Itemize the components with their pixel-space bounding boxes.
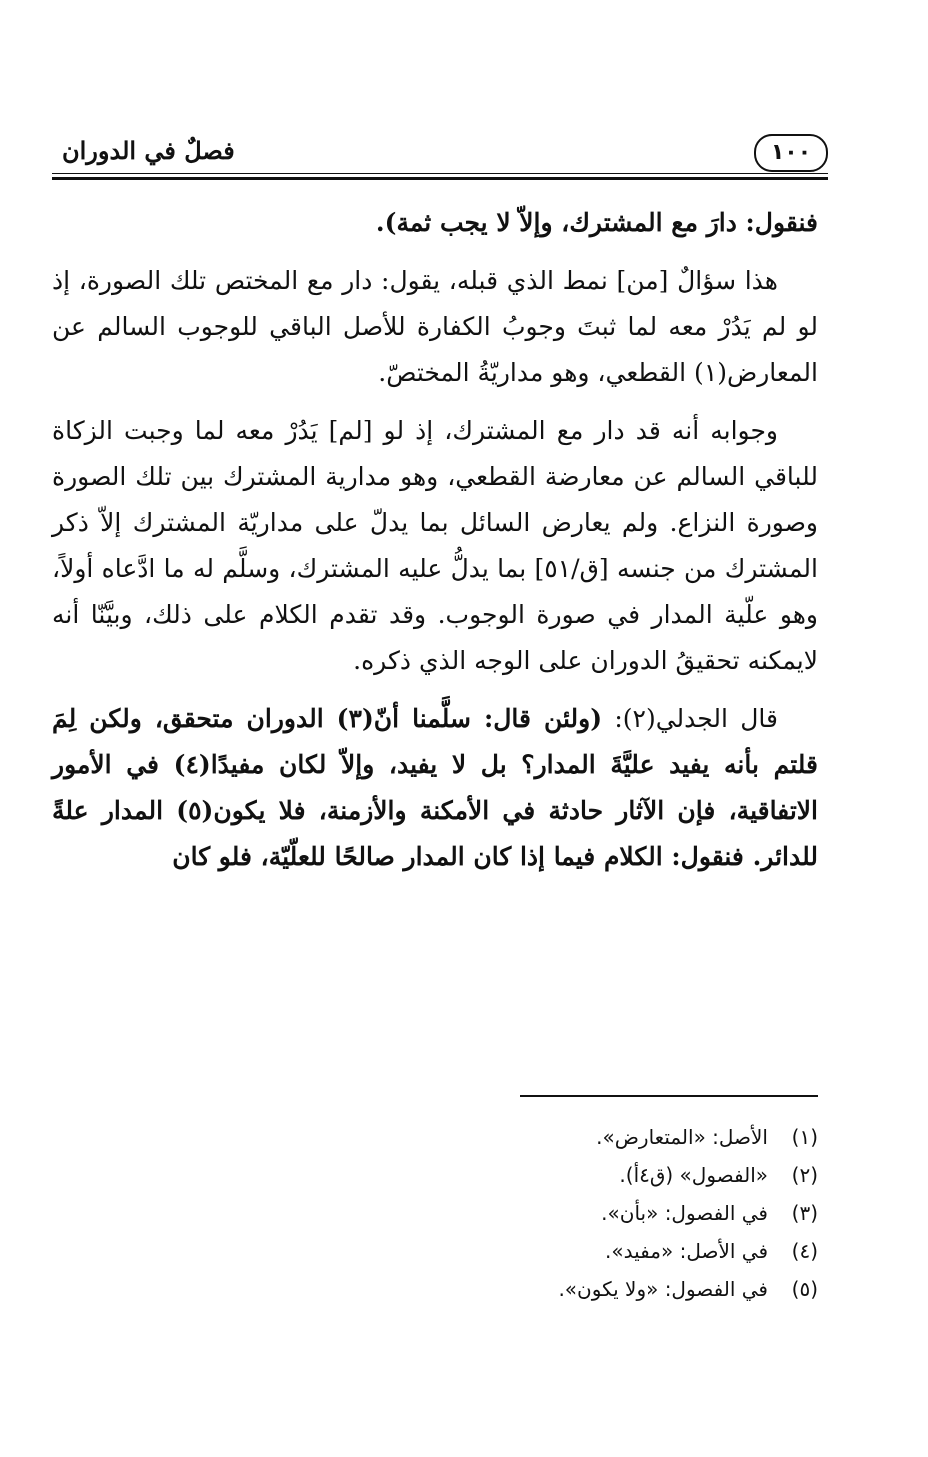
footnote-number: (٤) [791,1239,818,1263]
footnote-separator [520,1095,818,1097]
footnote-number: (٣) [791,1201,818,1225]
paragraph-1: فنقول: دارَ مع المشترك، وإلاّ لا يجب ثمة). [375,208,818,237]
paragraph-4-quote: (ولئن قال: سلَّمنا أنّ(٣) الدوران متحقق، ولكن لِمَ قلتم بأنه يفيد عليَّةَ المدار؟ بل لا يفيد، وإلاّ لكان مفيدًا(٤) في الأمور الاتفاقية، فإن الآثار حادثة في الأمكنة والأزمنة، فلا يكون(٥) المدار علةً للدائر. فنقول: الكلام فيما إذا كان المدار صالحًا للعلّيّة، فلو كان [52,704,818,871]
footnote-text: في الأصل: «مفيد». [605,1239,768,1263]
footnote-1 [420,1118,818,1156]
footnote-2 [420,1156,818,1194]
footnote-text: «الفصول» (ق٤أ). [619,1163,768,1187]
footnote-3 [420,1194,818,1232]
footnote-number: (٢) [791,1163,818,1187]
footnotes [420,1118,818,1308]
footnote-5 [420,1270,818,1308]
header-rule-thick [52,177,828,180]
footnote-number: (٥) [791,1277,818,1301]
footnote-number: (١) [791,1125,818,1149]
footnote-text: في الفصول: «بأن». [601,1201,768,1225]
footnote-text: في الفصول: «ولا يكون». [558,1277,768,1301]
header-rule-thin [52,173,828,174]
footnote-4 [420,1232,818,1270]
paragraph-4-lead: قال الجدلي(٢): [602,704,779,733]
footnote-text: الأصل: «المتعارض». [596,1125,768,1149]
paragraph-3: وجوابه أنه قد دار مع المشترك، إذ لو [لم] يَدُرْ معه لما وجبت الزكاة للباقي السالم عن معارضة القطعي، وهو مدارية المشترك بين تلك الصورة وصورة النزاع. ولم يعارض السائل بما يدلّ على مداريّة المشترك إلاّ ذكر المشترك من جنسه [ق/٥١] بما يدلُّ عليه المشترك، وسلَّم له ما ادَّعاه أولاً، وهو علّية المدار في صورة الوجوب. وقد تقدم الكلام على ذلك، وبيَّنّا أنه لايمكنه تحقيقُ الدوران على الوجه الذي ذكره. [52,416,818,675]
running-title: فصلٌ في الدوران [62,136,235,165]
paragraph-2: هذا سؤالٌ [من] نمط الذي قبله، يقول: دار مع المختص تلك الصورة، إذ لو لم يَدُرْ معه لما ثبتَ وجوبُ الكفارة للأصل الباقي للوجوب السالم عن المعارض(١) القطعي، وهو مداريّةُ المختصّ. [52,266,818,387]
body-text [52,200,818,892]
page-number: ١٠٠ [754,134,828,172]
paragraph-4 [52,696,818,880]
page-header [52,128,828,176]
